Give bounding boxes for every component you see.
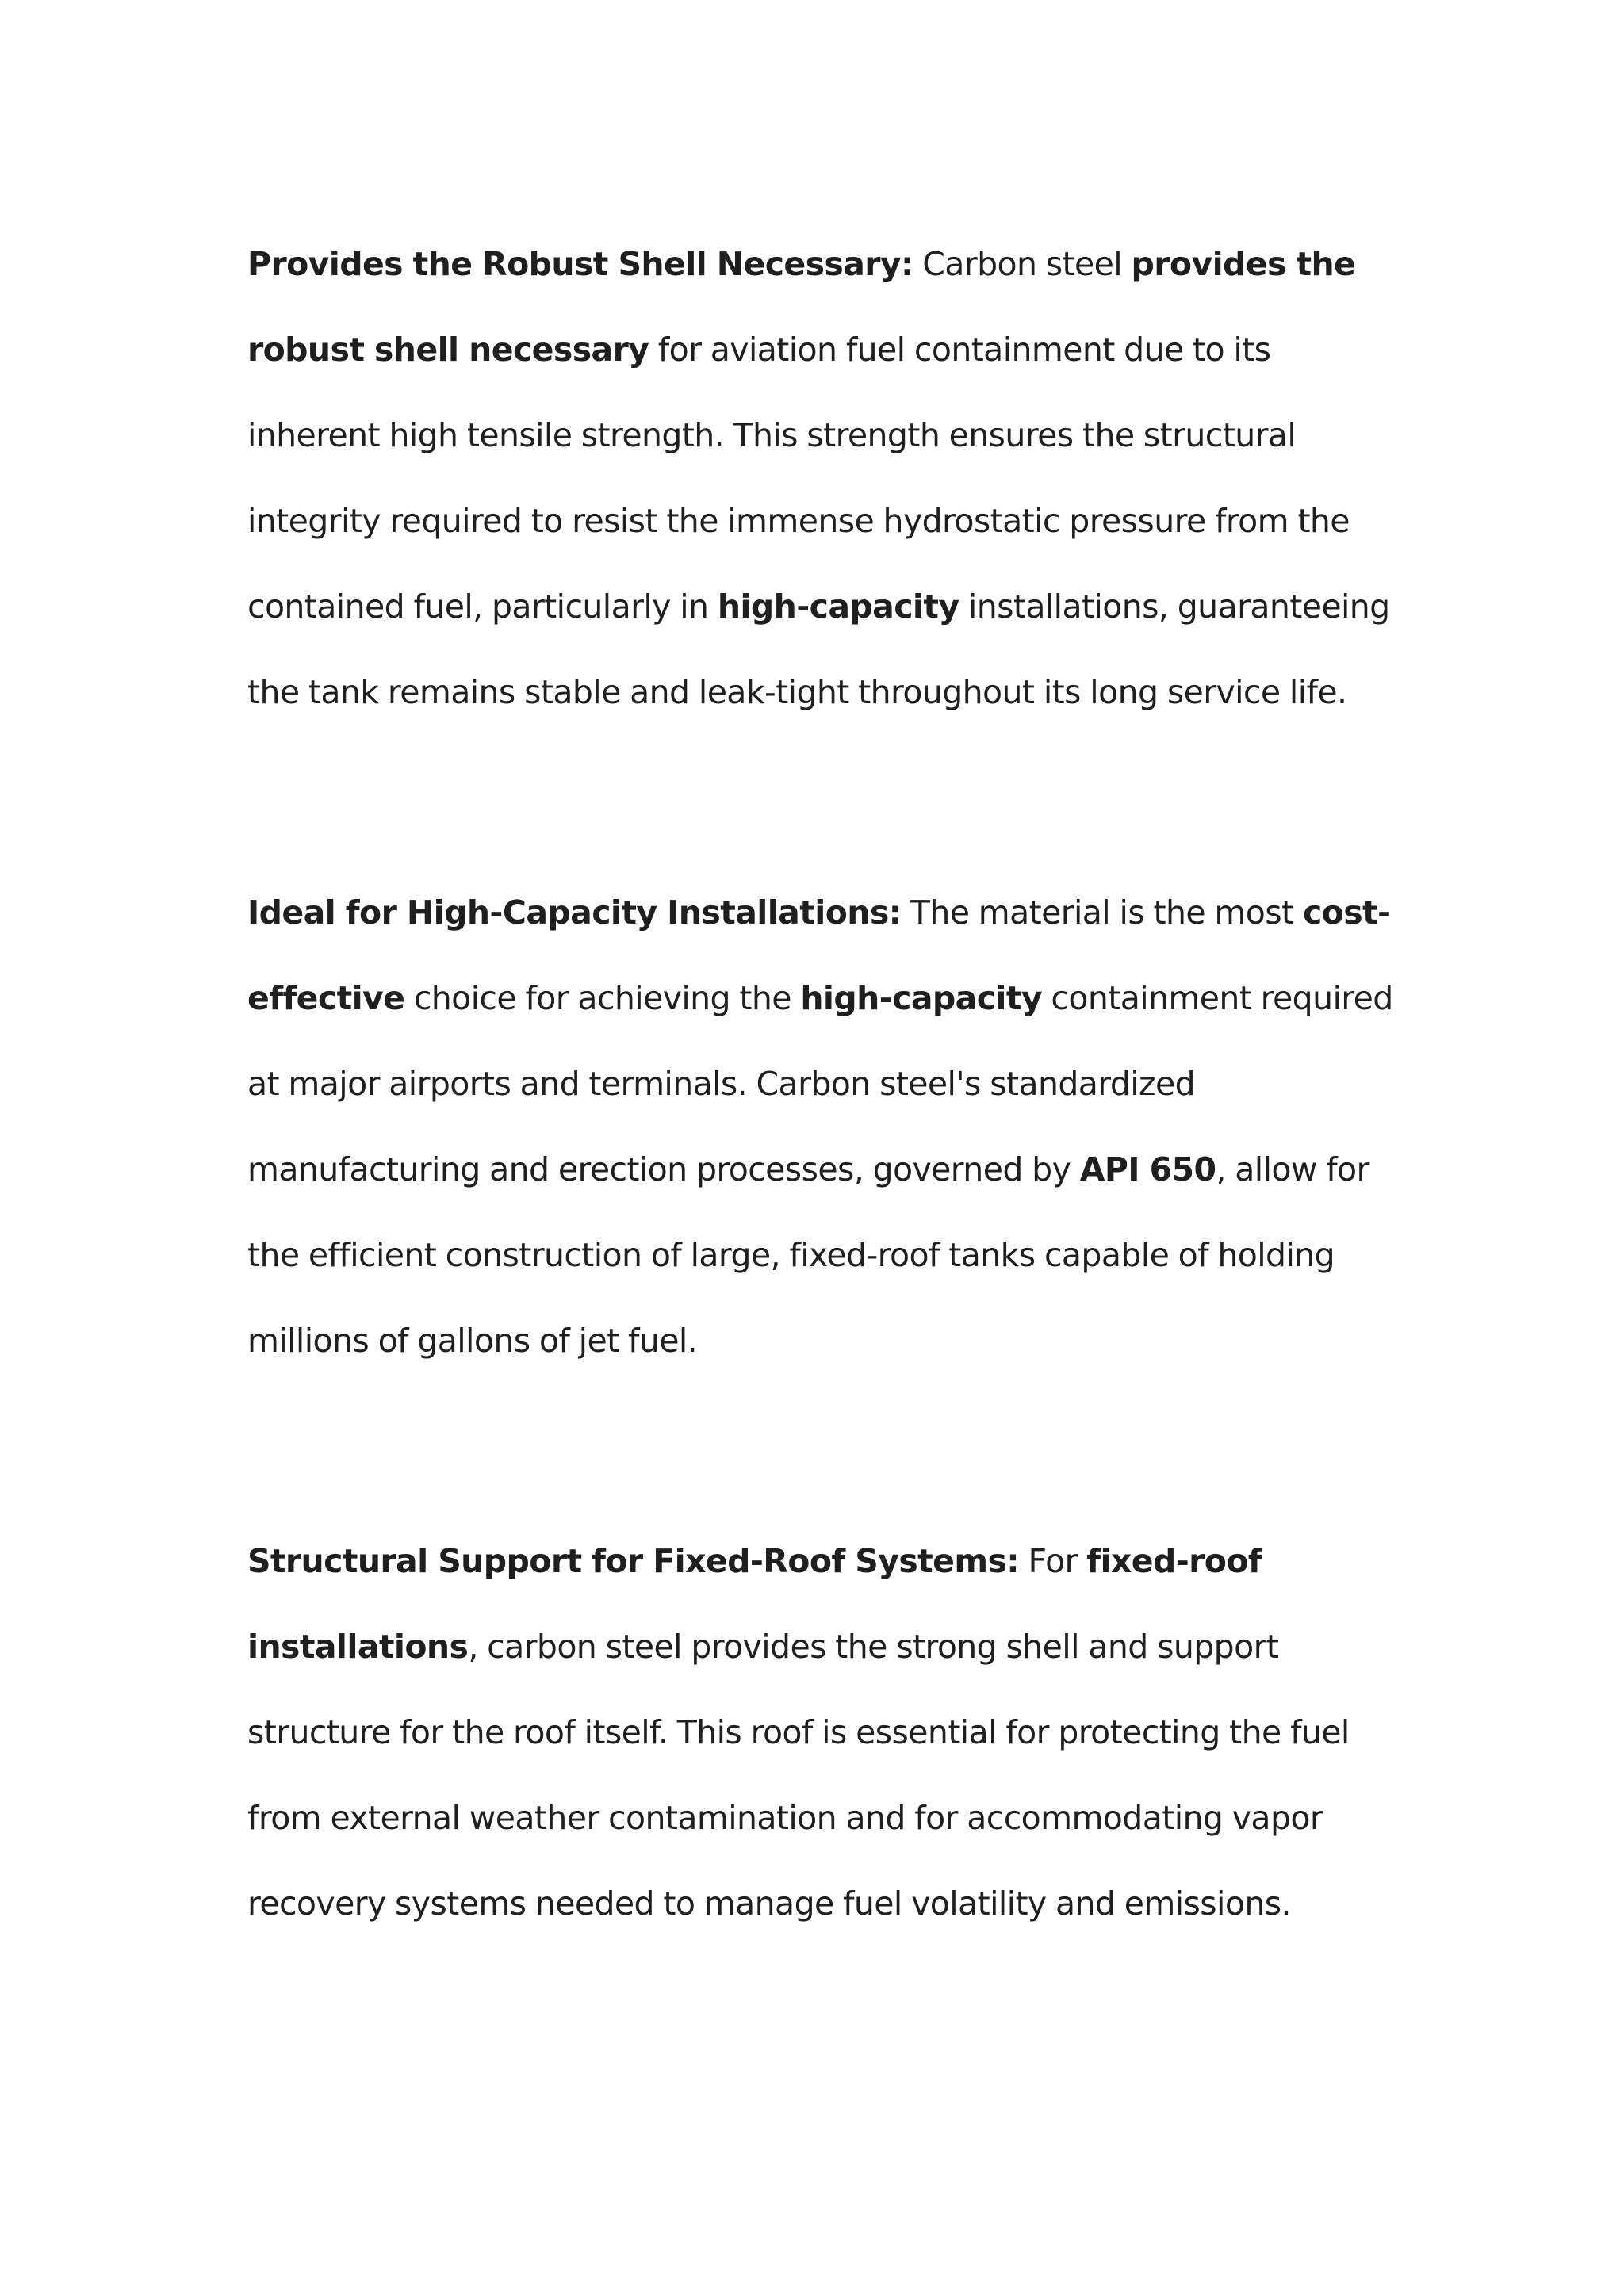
- paragraph-text: containment required at major airports and terminals. Carbon steel's standardized manufacturing and erection processes, governed by: [247, 979, 1393, 1188]
- paragraph-text: , allow for the efficient construction of large, fixed-roof tanks capable of holding millions of gallons of jet fuel.: [247, 1150, 1369, 1360]
- paragraph-emphasis: cost-effective: [247, 894, 1391, 1017]
- paragraph-heading: Provides the Robust Shell Necessary:: [247, 245, 914, 283]
- paragraph-text: The material is the most: [901, 894, 1303, 932]
- paragraph-high-capacity: [247, 870, 1397, 1383]
- paragraph-heading: Structural Support for Fixed-Roof Systems:: [247, 1542, 1020, 1580]
- paragraph-text: for aviation fuel containment due to its inherent high tensile strength. This strength ensures the structural integrity required to resist the immense hydrostatic pressure from the contained fuel, particularly in: [247, 331, 1350, 626]
- paragraph-emphasis: high-capacity: [800, 979, 1042, 1017]
- paragraph-emphasis: fixed-roof installations: [247, 1542, 1262, 1666]
- paragraph-fixed-roof: [247, 1518, 1397, 1946]
- paragraph-text: choice for achieving the: [404, 979, 801, 1017]
- paragraph-emphasis: API 650: [1079, 1150, 1216, 1188]
- document-body: [247, 221, 1397, 1946]
- paragraph-robust-shell: [247, 221, 1397, 735]
- paragraph-emphasis: high-capacity: [717, 587, 959, 626]
- paragraph-heading: Ideal for High-Capacity Installations:: [247, 894, 902, 932]
- paragraph-emphasis: provides the robust shell necessary: [247, 245, 1356, 369]
- paragraph-text: , carbon steel provides the strong shell and support structure for the roof itself. This roof is essential for protecting the fuel from external weather contamination and for accommodating vapor recovery systems needed to manage fuel volatility and emissions.: [247, 1628, 1350, 1923]
- paragraph-text: installations, guaranteeing the tank remains stable and leak-tight throughout its long service life.: [247, 587, 1390, 711]
- paragraph-text: Carbon steel: [913, 245, 1132, 283]
- paragraph-text: For: [1019, 1542, 1087, 1580]
